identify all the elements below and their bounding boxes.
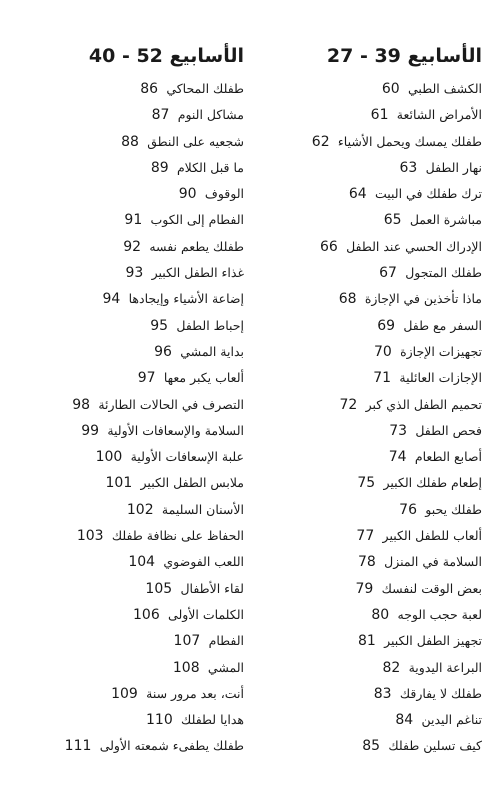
toc-entry-page: 96 xyxy=(154,343,172,360)
toc-entry xyxy=(16,707,244,733)
toc-entry xyxy=(254,523,482,549)
toc-entry-title: طفلك يحبو xyxy=(425,501,482,517)
toc-entry xyxy=(16,655,244,681)
toc-entry-page: 61 xyxy=(370,107,389,124)
toc-entry xyxy=(254,602,482,628)
toc-entry-page: 63 xyxy=(399,159,418,176)
toc-entry-page: 107 xyxy=(173,633,201,650)
toc-entry-title: الفطام إلى الكوب xyxy=(150,212,244,228)
toc-entry-title: السلامة في المنزل xyxy=(384,554,482,570)
toc-entry xyxy=(254,234,482,260)
toc-entry xyxy=(16,313,244,339)
toc-entry-title: فحص الطفل xyxy=(415,422,482,438)
toc-entry-page: 98 xyxy=(72,396,91,413)
toc-entry-page: 105 xyxy=(145,580,173,597)
toc-entry-title: الإجازات العائلية xyxy=(399,370,482,386)
toc-entry-page: 79 xyxy=(355,580,374,597)
toc-entry xyxy=(16,418,244,444)
toc-entry-title: الحفاظ على نظافة طفلك xyxy=(111,528,244,544)
toc-list xyxy=(16,76,244,760)
toc-entry-page: 62 xyxy=(311,133,330,150)
toc-entry-title: طفلك يمسك ويحمل الأشياء xyxy=(337,133,482,149)
toc-entry-page: 68 xyxy=(338,291,357,308)
toc-entry-page: 111 xyxy=(64,738,92,755)
toc-entry xyxy=(254,576,482,602)
toc-entry xyxy=(254,655,482,681)
toc-entry xyxy=(254,549,482,575)
toc-entry xyxy=(16,576,244,602)
toc-entry-page: 77 xyxy=(356,528,375,545)
toc-entry-title: الإدراك الحسي عند الطفل xyxy=(346,238,482,254)
toc-entry-page: 69 xyxy=(377,317,396,334)
toc-entry-title: ملابس الطفل الكبير xyxy=(140,475,244,491)
toc-entry-title: ألعاب يكبر معها xyxy=(163,370,244,386)
toc-entry xyxy=(254,286,482,312)
toc-entry-page: 71 xyxy=(373,370,392,387)
toc-entry-title: السلامة والإسعافات الأولية xyxy=(107,422,244,438)
toc-entry-page: 67 xyxy=(379,265,397,282)
toc-entry xyxy=(254,365,482,391)
toc-entry-page: 92 xyxy=(123,238,142,255)
toc-entry xyxy=(16,76,244,102)
toc-entry xyxy=(16,549,244,575)
toc-entry-page: 82 xyxy=(382,659,401,676)
toc-entry-page: 84 xyxy=(395,712,414,729)
toc-entry-page: 64 xyxy=(348,186,367,203)
toc-entry xyxy=(254,155,482,181)
toc-entry-page: 75 xyxy=(357,475,376,492)
toc-entry xyxy=(16,681,244,707)
toc-entry xyxy=(16,181,244,207)
toc-entry-title: لعبة حجب الوجه xyxy=(397,606,482,622)
toc-entry-title: مشاكل النوم xyxy=(177,107,244,123)
toc-entry-title: طفلك المتجول xyxy=(405,265,482,281)
toc-entry xyxy=(254,444,482,470)
toc-entry xyxy=(254,339,482,365)
toc-entry-title: الفطام xyxy=(208,633,244,649)
toc-entry-title: الكشف الطبي xyxy=(408,81,482,96)
toc-entry-page: 86 xyxy=(140,81,159,97)
toc-entry-title: غذاء الطفل الكبير xyxy=(151,265,244,281)
toc-entry-title: طفلك المحاكي xyxy=(166,81,244,96)
toc-entry-page: 80 xyxy=(371,606,390,623)
toc-entry-page: 110 xyxy=(146,712,173,729)
toc-entry xyxy=(254,76,482,102)
toc-entry-page: 89 xyxy=(150,159,169,176)
toc-entry xyxy=(254,181,482,207)
toc-list xyxy=(254,76,482,760)
toc-entry xyxy=(254,207,482,233)
toc-entry-page: 72 xyxy=(339,396,358,413)
toc-entry xyxy=(16,523,244,549)
column-heading xyxy=(254,0,482,76)
toc-entry xyxy=(16,444,244,470)
toc-entry-title: طفلك يطفىء شمعته الأولى xyxy=(99,738,244,754)
toc-entry-title: البراعة اليدوية xyxy=(408,659,482,675)
toc-entry-title: ترك طفلك في البيت xyxy=(374,186,482,202)
toc-entry-page: 93 xyxy=(125,265,144,282)
toc-entry-page: 109 xyxy=(111,685,138,702)
toc-entry-title: ماذا تأخذين في الإجازة xyxy=(364,291,482,307)
toc-entry-title: بعض الوقت لنفسك xyxy=(381,580,482,596)
toc-entry xyxy=(254,313,482,339)
toc-entry-page: 65 xyxy=(383,212,402,229)
toc-entry xyxy=(254,733,482,759)
toc-entry-title: كيف تسلين طفلك xyxy=(388,738,482,754)
toc-entry-page: 74 xyxy=(388,449,407,466)
toc-entry-page: 106 xyxy=(133,606,160,623)
heading-label: الأسابيع xyxy=(169,45,244,67)
heading-label: الأسابيع xyxy=(407,45,482,67)
toc-entry-page: 95 xyxy=(150,317,169,334)
toc-entry-title: علبة الإسعافات الأولية xyxy=(130,449,244,465)
toc-entry-page: 97 xyxy=(137,370,156,387)
toc-entry xyxy=(254,418,482,444)
toc-entry-page: 103 xyxy=(76,528,104,545)
toc-entry-page: 104 xyxy=(128,554,156,571)
toc-entry-page: 91 xyxy=(124,212,143,229)
toc-entry xyxy=(16,365,244,391)
toc-entry-title: أنت، بعد مرور سنة xyxy=(146,685,244,701)
toc-entry-title: ما قبل الكلام xyxy=(176,159,244,175)
toc-entry-title: تجهيز الطفل الكبير xyxy=(384,633,482,649)
toc-entry-title: اللعب الفوضوي xyxy=(163,554,244,570)
toc-entry xyxy=(254,260,482,286)
toc-entry-title: نهار الطفل xyxy=(425,159,482,175)
toc-entry xyxy=(16,339,244,365)
toc-entry-title: هدايا لطفلك xyxy=(181,712,244,728)
toc-entry-title: الأمراض الشائعة xyxy=(396,107,482,123)
toc-entry xyxy=(16,497,244,523)
column-heading xyxy=(16,0,244,76)
toc-entry xyxy=(254,707,482,733)
toc-entry-title: الوقوف xyxy=(204,186,244,202)
toc-entry-title: تحميم الطفل الذي كبر xyxy=(365,396,482,412)
toc-entry-title: طفلك لا يفارقك xyxy=(399,685,482,701)
toc-entry xyxy=(254,497,482,523)
toc-entry xyxy=(254,628,482,654)
toc-entry xyxy=(16,155,244,181)
toc-entry xyxy=(16,129,244,155)
toc-entry-title: ألعاب للطفل الكبير xyxy=(382,528,482,544)
toc-entry xyxy=(16,602,244,628)
toc-entry-title: المشي xyxy=(207,659,244,675)
toc-entry-title: إضاعة الأشياء وإيجادها xyxy=(128,291,244,307)
toc-entry-page: 70 xyxy=(373,343,392,360)
toc-entry-title: تناغم اليدين xyxy=(421,712,482,728)
heading-week-range: 27 - 39 xyxy=(326,45,401,67)
toc-column-weeks-27-39 xyxy=(254,0,482,760)
toc-entry-page: 60 xyxy=(381,81,400,97)
toc-entry-page: 85 xyxy=(362,738,381,755)
toc-entry xyxy=(16,234,244,260)
toc-entry xyxy=(16,207,244,233)
toc-entry-title: تجهيزات الإجازة xyxy=(400,343,482,359)
toc-entry-page: 87 xyxy=(151,107,170,124)
toc-entry xyxy=(254,681,482,707)
toc-entry-title: التصرف في الحالات الطارئة xyxy=(98,396,244,412)
heading-week-range: 40 - 52 xyxy=(88,45,163,67)
toc-entry-page: 78 xyxy=(357,554,376,571)
toc-entry-title: لقاء الأطفال xyxy=(180,580,244,596)
toc-entry xyxy=(254,102,482,128)
toc-entry-title: طفلك يطعم نفسه xyxy=(149,238,244,254)
toc-entry-page: 108 xyxy=(172,659,200,676)
toc-entry-title: أصابع الطعام xyxy=(414,449,482,465)
toc-entry xyxy=(16,392,244,418)
toc-entry-page: 94 xyxy=(102,291,121,308)
toc-entry xyxy=(16,102,244,128)
toc-entry-page: 73 xyxy=(389,422,408,439)
toc-entry-page: 100 xyxy=(95,449,123,466)
toc-entry xyxy=(16,260,244,286)
toc-entry-page: 83 xyxy=(373,685,392,702)
toc-entry-title: شجعيه على النطق xyxy=(147,133,244,149)
toc-entry xyxy=(16,628,244,654)
toc-column-weeks-40-52 xyxy=(16,0,244,760)
toc-entry xyxy=(254,470,482,496)
toc-entry-page: 102 xyxy=(126,501,154,518)
toc-entry-page: 81 xyxy=(357,633,376,650)
toc-entry-page: 90 xyxy=(178,186,197,203)
toc-entry-title: إطعام طفلك الكبير xyxy=(383,475,482,491)
toc-entry xyxy=(254,129,482,155)
toc-entry-title: الكلمات الأولى xyxy=(168,606,244,622)
toc-entry xyxy=(254,392,482,418)
toc-entry-page: 66 xyxy=(319,238,338,255)
toc-entry-title: الأسنان السليمة xyxy=(161,501,244,517)
toc-entry-page: 99 xyxy=(81,422,100,439)
toc-entry-title: مباشرة العمل xyxy=(409,212,482,228)
toc-entry xyxy=(16,286,244,312)
toc-entry xyxy=(16,470,244,496)
toc-entry-page: 101 xyxy=(105,475,133,492)
toc-entry-page: 88 xyxy=(121,133,139,150)
toc-entry-title: بداية المشي xyxy=(180,343,244,359)
toc-entry xyxy=(16,733,244,759)
toc-entry-page: 76 xyxy=(399,501,417,518)
toc-entry-title: السفر مع طفل xyxy=(403,317,482,333)
toc-entry-title: إحباط الطفل xyxy=(176,317,244,333)
